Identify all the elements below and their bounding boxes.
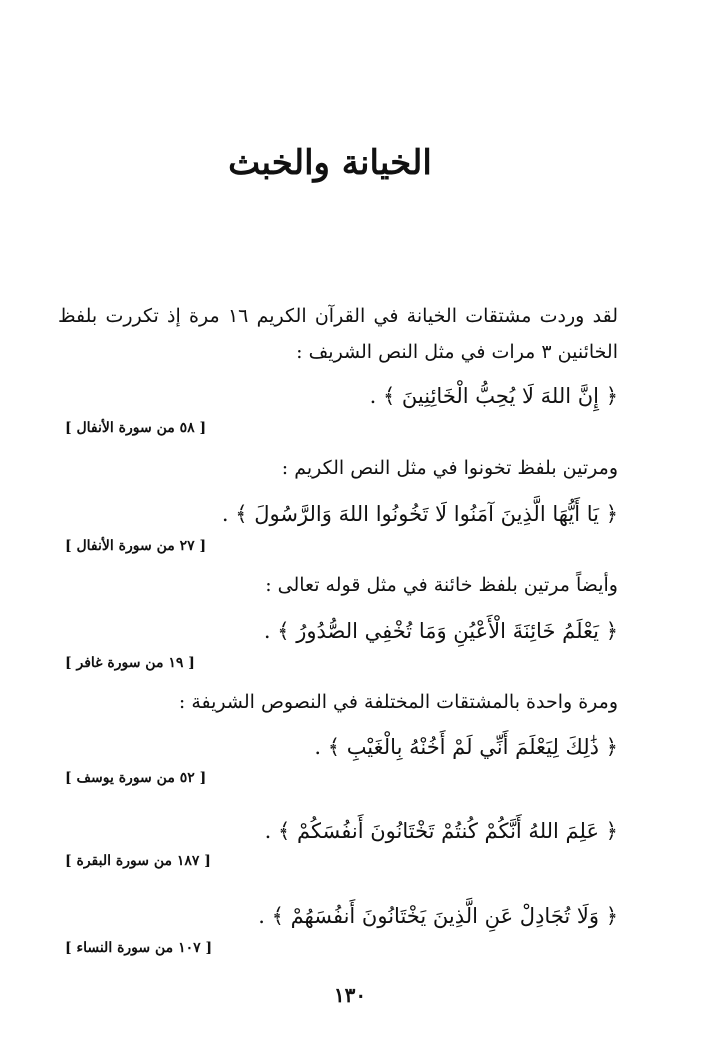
verse-1: ﴿ إِنَّ اللهَ لَا يُحِبُّ الْخَائِنِينَ ﴾ . xyxy=(369,384,618,408)
section-3-lead: وأيضاً مرتين بلفظ خائنة في مثل قوله تعالى : xyxy=(265,574,618,596)
verse-6: ﴿ وَلَا تُجَادِلْ عَنِ الَّذِينَ يَخْتَانُونَ أَنفُسَهُمْ ﴾ . xyxy=(258,904,618,928)
verse-5: ﴿ عَلِمَ اللهُ أَنَّكُمْ كُنتُمْ تَخْتَانُونَ أَنفُسَكُمْ ﴾ . xyxy=(264,819,618,843)
verse-4-reference: [ ٥٢ من سورة يوسف ] xyxy=(65,770,207,786)
verse-1-reference: [ ٥٨ من سورة الأنفال ] xyxy=(65,420,207,436)
page-title: الخيانة والخبث xyxy=(228,143,432,183)
section-4-lead: ومرة واحدة بالمشتقات المختلفة في النصوص الشريفة : xyxy=(178,691,618,713)
verse-3-reference: [ ١٩ من سورة غافر ] xyxy=(65,655,195,671)
verse-5-reference: [ ١٨٧ من سورة البقرة ] xyxy=(65,853,211,869)
verse-3: ﴿ يَعْلَمُ خَائِنَةَ الْأَعْيُنِ وَمَا تُخْفِي الصُّدُورُ ﴾ . xyxy=(263,619,618,643)
verse-2: ﴿ يَا أَيُّهَا الَّذِينَ آمَنُوا لَا تَخُونُوا اللهَ وَالرَّسُولَ ﴾ . xyxy=(221,502,618,526)
verse-2-reference: [ ٢٧ من سورة الأنفال ] xyxy=(65,538,207,554)
section-2-lead: ومرتين بلفظ تخونوا في مثل النص الكريم : xyxy=(281,457,618,479)
intro-paragraph: لقد وردت مشتقات الخيانة في القرآن الكريم ١٦ مرة إذ تكررت بلفظ الخائنين ٣ مرات في مثل النص الشريف : xyxy=(58,305,618,363)
page-number: ١٣٠ xyxy=(333,983,367,1007)
verse-6-reference: [ ١٠٧ من سورة النساء ] xyxy=(65,940,213,956)
verse-4: ﴿ ذَٰلِكَ لِيَعْلَمَ أَنِّي لَمْ أَخُنْهُ بِالْغَيْبِ ﴾ . xyxy=(314,735,618,759)
